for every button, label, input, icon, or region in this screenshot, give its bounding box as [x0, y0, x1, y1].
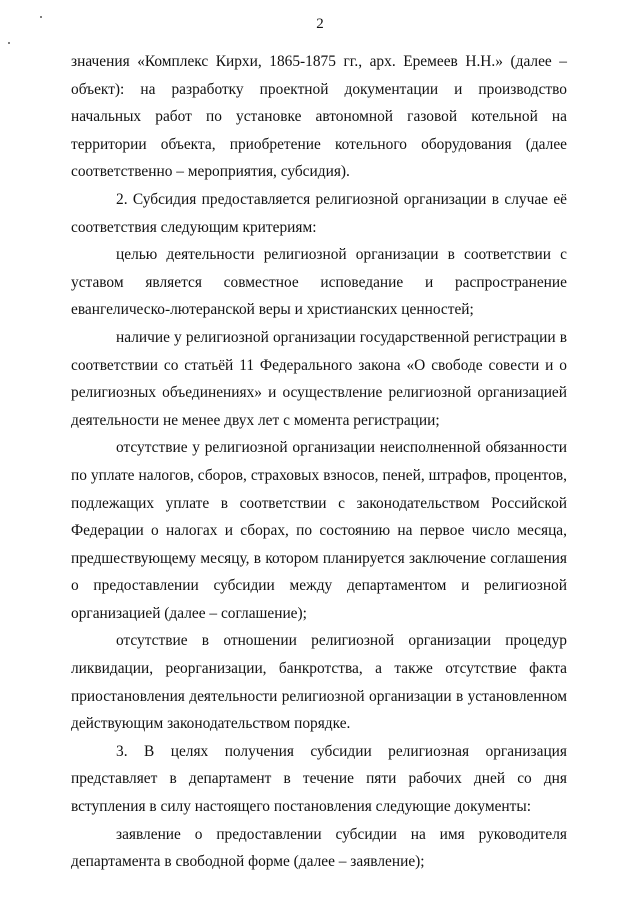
text-line: представляет в департамент в течение пяти рабочих дней со дня	[71, 770, 567, 788]
paragraph	[71, 48, 567, 186]
paragraph	[71, 738, 567, 821]
text-line: религиозных объединениях» и осуществление религиозной организацией	[71, 384, 567, 402]
text-line: 2. Субсидия предоставляется религиозной организации в случае её	[116, 190, 567, 208]
paragraph	[71, 821, 567, 876]
text-line: соответствии со статьёй 11 Федерального закона «О свободе совести и о	[71, 356, 567, 374]
text-line: уставом является совместное исповедание и распространение	[71, 273, 567, 291]
paragraph	[71, 434, 567, 627]
text-line: наличие у религиозной организации государственной регистрации в	[116, 328, 567, 346]
scan-speck	[8, 42, 10, 44]
text-line: целью деятельности религиозной организации в соответствии с	[116, 246, 567, 264]
text-line: значения «Комплекс Кирхи, 1865-1875 гг., арх. Еремеев Н.Н.» (далее –	[71, 53, 567, 70]
text-line: соответствия следующим критериям:	[71, 218, 317, 236]
text-line: вступления в силу настоящего постановления следующие документы:	[71, 798, 531, 816]
text-line: подлежащих уплате в соответствии с законодательством Российской	[71, 494, 567, 512]
document-body	[71, 48, 567, 876]
text-line: организацией (далее – соглашение);	[71, 604, 307, 622]
text-line: объект): на разработку проектной документации и производство	[71, 80, 567, 98]
paragraph	[71, 627, 567, 737]
text-line: предшествующему месяцу, в котором планируется заключение соглашения	[71, 549, 567, 567]
text-line: действующим законодательством порядке.	[71, 715, 351, 733]
text-line: ликвидации, реорганизации, банкротства, а также отсутствие факта	[71, 660, 567, 678]
page-number: 2	[316, 16, 324, 32]
text-line: о предоставлении субсидии между департаментом и религиозной	[71, 577, 567, 595]
text-line: территории объекта, приобретение котельного оборудования (далее	[71, 135, 567, 153]
text-line: 3. В целях получения субсидии религиозная организация	[116, 742, 567, 760]
paragraph	[71, 241, 567, 324]
text-line: приостановления деятельности религиозной организации в установленном	[71, 687, 567, 705]
text-line: Федерации о налогах и сборах, по состоянию на первое число месяца,	[71, 522, 567, 540]
text-line: деятельности не менее двух лет с момента регистрации;	[71, 411, 440, 429]
text-line: соответственно – мероприятия, субсидия).	[71, 163, 350, 181]
text-line: по уплате налогов, сборов, страховых взносов, пеней, штрафов, процентов,	[71, 466, 567, 484]
paragraph	[71, 186, 567, 241]
text-line: евангелическо-лютеранской веры и христианских ценностей;	[71, 301, 474, 319]
text-line: отсутствие у религиозной организации неисполненной обязанности	[116, 439, 567, 457]
text-line: заявление о предоставлении субсидии на имя руководителя	[116, 825, 567, 843]
text-line: департамента в свободной форме (далее – заявление);	[71, 853, 425, 871]
paragraph	[71, 324, 567, 434]
text-line: отсутствие в отношении религиозной организации процедур	[116, 632, 567, 650]
text-line: начальных работ по установке автономной газовой котельной на	[71, 108, 567, 126]
